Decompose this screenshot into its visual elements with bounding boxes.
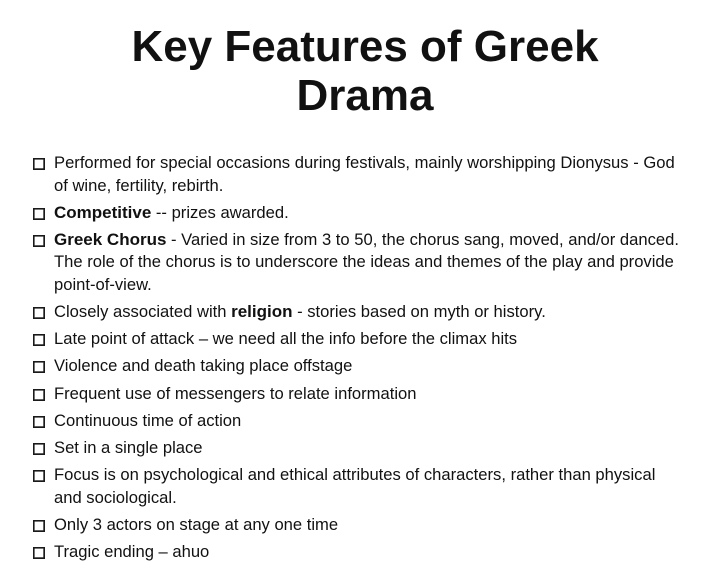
bullet-text: Late point of attack – we need all the info before the climax hits [54,329,518,349]
bullet-text: Closely associated with [54,302,232,322]
checkbox-icon [33,235,45,247]
bullet-text: Set in a single place [54,438,203,457]
checkbox-icon [33,361,45,373]
checkbox-icon [33,443,45,455]
bullet-item [33,437,683,460]
slide-title: Key Features of Greek Drama [131,22,599,120]
bullet-text: - stories based on myth or history. [292,302,546,322]
checkbox-icon [33,470,45,482]
bullet-item [33,301,683,324]
bullet-text: Tragic ending – ahuo [54,542,210,562]
bullet-item [33,355,683,378]
bullet-item [33,202,683,225]
bullet-text: Violence and death taking place offstage [54,356,353,376]
bullet-text: Only 3 actors on stage at any one time [54,514,339,534]
bullet-emphasis-text: Competitive [54,202,152,222]
checkbox-icon [33,307,45,319]
checkbox-icon [33,389,45,401]
bullet-text: Frequent use of messengers to relate information [54,383,417,403]
checkbox-icon [33,416,45,428]
bullet-text: Focus is on psychological and ethical attributes of characters, rather than physical and sociological. [54,465,656,507]
bullet-item [33,229,683,297]
checkbox-icon [33,547,45,559]
bullet-item [33,152,683,197]
bullet-item [33,383,683,406]
bullet-emphasis-text: religion [231,302,293,322]
bullet-item [33,464,683,509]
bullet-item [33,328,683,351]
bullet-text: Performed for special occasions during festivals, mainly worshipping Dionysus - God of wine, fertility, rebirth. [54,153,675,195]
checkbox-icon [33,158,45,170]
bullet-text: - Varied in size from 3 to 50, the chorus sang, moved, and/or danced. The role of the chorus is to underscore the ideas and themes of the play and provide point-of-view. [54,229,679,294]
bullet-item [33,514,683,537]
checkbox-icon [33,208,45,220]
bullet-text: Continuous time of action [54,410,242,430]
checkbox-icon [33,520,45,532]
bullet-item [33,541,683,564]
checkbox-icon [33,334,45,346]
bullet-emphasis-text: Greek Chorus [54,229,167,249]
bullet-list [33,152,683,568]
bullet-text: -- prizes awarded. [151,202,289,222]
bullet-item [33,410,683,433]
